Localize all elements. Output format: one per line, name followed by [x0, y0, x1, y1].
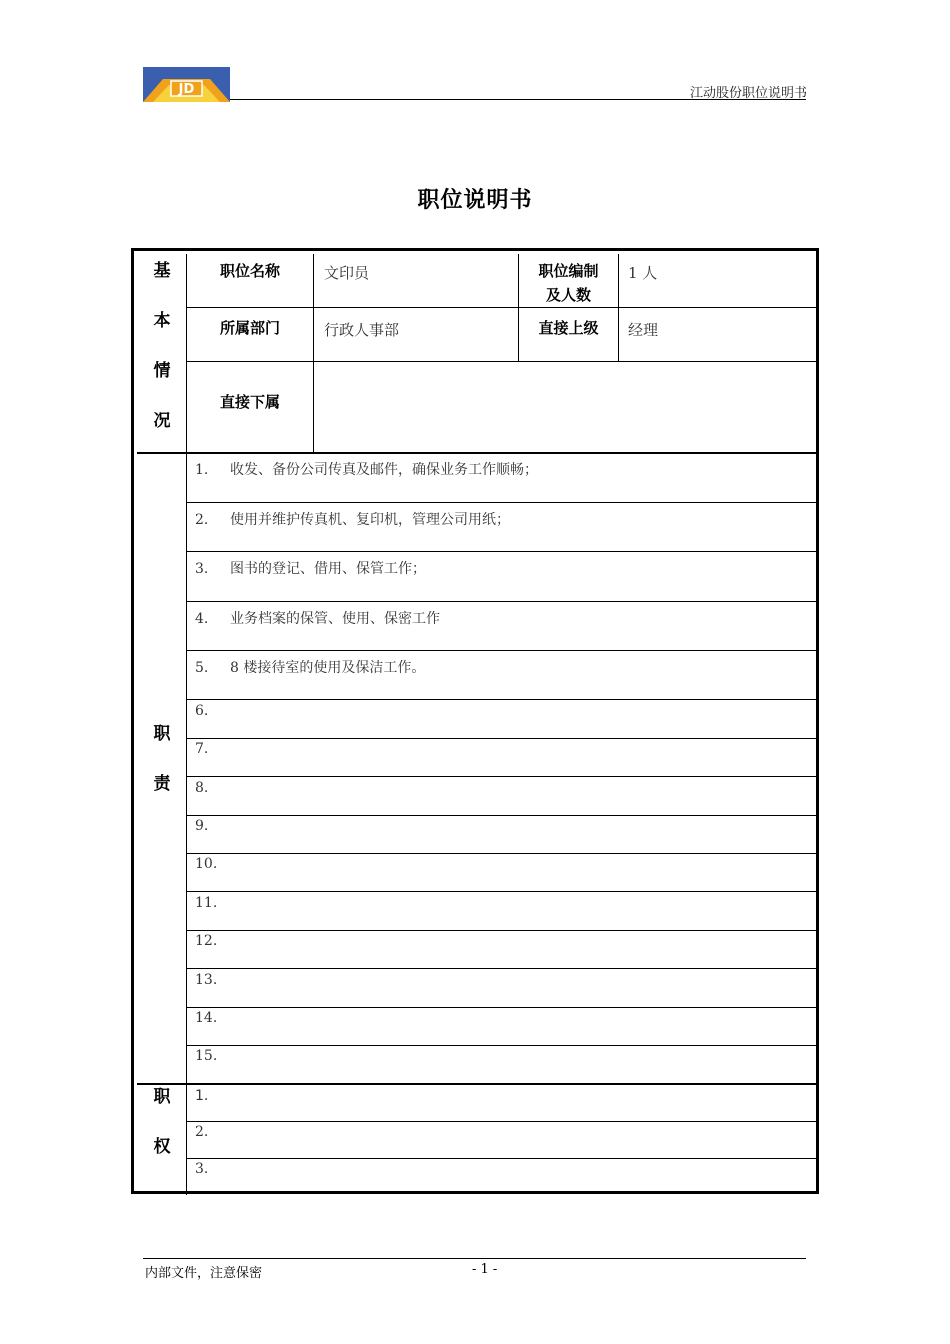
- duty-item: 12.: [195, 933, 218, 949]
- headcount-value: 1 人: [628, 264, 658, 282]
- row-line: [186, 1121, 818, 1122]
- section-label-basic: 基 本 情 况: [153, 261, 171, 431]
- row-line: [186, 551, 818, 552]
- row-line: [186, 601, 818, 602]
- row-line: [186, 1045, 818, 1046]
- row-line: [186, 968, 818, 969]
- header-doc-title: 江动股份职位说明书: [689, 86, 807, 101]
- footer-confidential: 内部文件，注意保密: [145, 1266, 263, 1281]
- department-label: 所属部门: [219, 319, 280, 337]
- row-line: [186, 650, 818, 651]
- row-line: [186, 738, 818, 739]
- duty-item: 5. 8 楼接待室的使用及保洁工作。: [195, 660, 426, 676]
- page-title: 职位说明书: [417, 188, 533, 213]
- duty-item: 6.: [195, 703, 209, 719]
- row-line: [186, 502, 818, 503]
- supervisor-value: 经理: [628, 321, 659, 339]
- duty-item: 3. 图书的登记、借用、保管工作；: [195, 561, 426, 577]
- row-line: [186, 1158, 818, 1159]
- position-table: [131, 248, 819, 1194]
- duty-item: 9.: [195, 818, 209, 834]
- logo-text: JD: [178, 82, 195, 97]
- footer-page-number: - 1 -: [472, 1262, 498, 1277]
- row-line: [186, 891, 818, 892]
- section-divider-duties: [137, 1083, 819, 1085]
- company-logo-graphic: [143, 67, 230, 102]
- duty-item: 11.: [195, 895, 218, 911]
- department-value: 行政人事部: [324, 321, 400, 339]
- duty-item: 15.: [195, 1048, 218, 1064]
- section-label-duties: 职 责: [153, 724, 171, 794]
- headcount-label: 职位编制 及人数: [538, 262, 599, 304]
- footer-rule: [143, 1258, 806, 1259]
- duty-item: 2. 使用并维护传真机、复印机，管理公司用纸；: [195, 512, 510, 528]
- duty-item: 8.: [195, 780, 209, 796]
- row-line: [186, 853, 818, 854]
- position-name-label: 职位名称: [219, 262, 280, 280]
- duty-item: 14.: [195, 1010, 218, 1026]
- row-line: [186, 930, 818, 931]
- header-rule: [230, 99, 806, 100]
- row-line: [186, 776, 818, 777]
- duty-item: 7.: [195, 741, 209, 757]
- subordinate-label: 直接下属: [219, 393, 280, 411]
- authority-item: 3.: [195, 1161, 209, 1177]
- duty-item: 13.: [195, 972, 218, 988]
- position-name-value: 文印员: [324, 264, 370, 282]
- duty-item: 1. 收发、备份公司传真及邮件，确保业务工作顺畅；: [195, 462, 538, 478]
- duty-item: 10.: [195, 856, 218, 872]
- row-line: [186, 815, 818, 816]
- company-logo: [143, 67, 230, 102]
- duty-item: 4. 业务档案的保管、使用、保密工作: [195, 611, 440, 627]
- authority-item: 1.: [195, 1088, 209, 1104]
- row-line: [186, 307, 818, 308]
- row-line: [186, 361, 818, 362]
- section-label-authority: 职 权: [153, 1087, 171, 1157]
- section-divider-basic: [137, 452, 819, 454]
- supervisor-label: 直接上级: [538, 319, 599, 337]
- row-line: [186, 699, 818, 700]
- authority-item: 2.: [195, 1124, 209, 1140]
- table-grid: [137, 254, 813, 1190]
- row-line: [186, 1007, 818, 1008]
- col-divider-label: [313, 254, 314, 452]
